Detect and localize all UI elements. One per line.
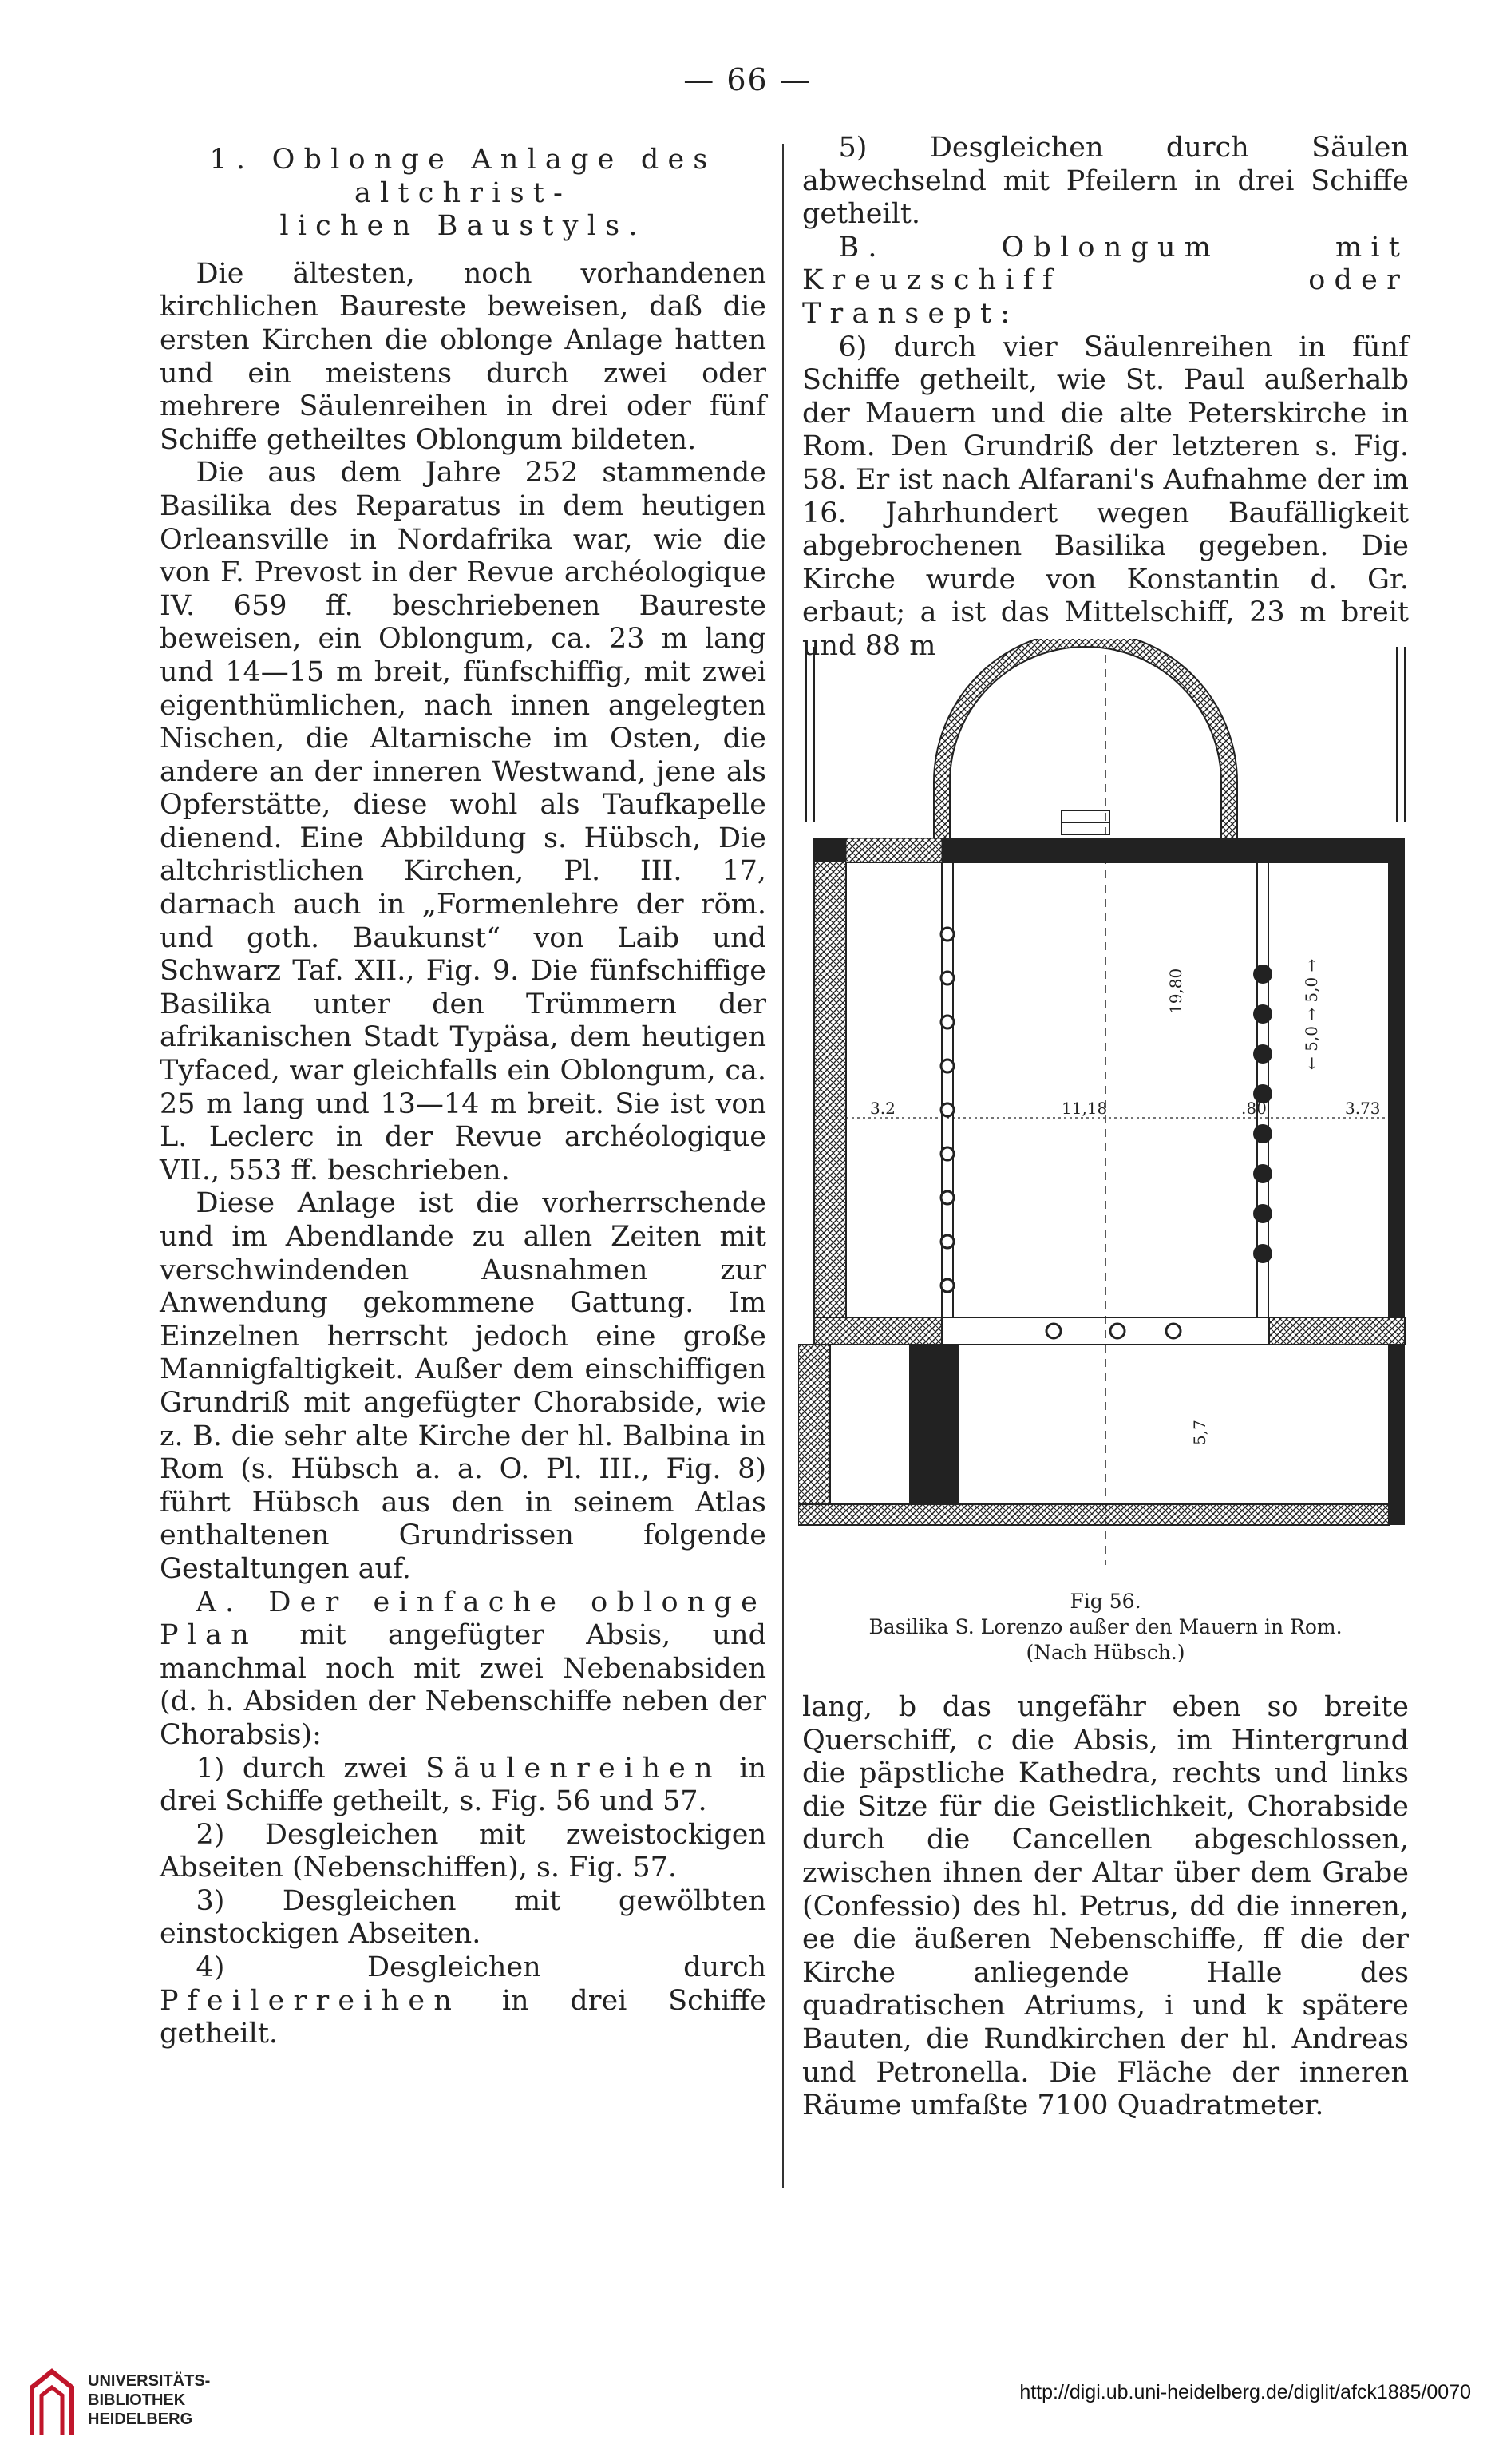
left-column — [160, 144, 766, 2051]
item-4-post: in drei Schiffe getheilt. — [160, 1984, 766, 2050]
apse — [934, 639, 1237, 838]
heading-line-1: 1. Oblonge Anlage des altchrist- — [209, 144, 717, 209]
nave-interior — [846, 862, 1389, 1317]
item-4-pre: 4) Desgleichen durch — [196, 1951, 766, 1984]
list-item-3: 3) Desgleichen mit gewölbten einstockigen Abseiten. — [160, 1884, 766, 1951]
figure-caption: Basilika S. Lorenzo außer den Mauern in Rom. — [868, 1615, 1343, 1638]
dim-left-aisle: 3.2 — [870, 1099, 896, 1118]
item-1-spaced: Säulenreihen — [425, 1752, 722, 1785]
lower-room — [958, 1345, 1389, 1504]
figure-source: (Nach Hübsch.) — [1026, 1641, 1185, 1664]
section-heading — [160, 144, 766, 244]
dim-nave-length: 19,80 — [1166, 968, 1185, 1014]
section-a — [160, 1587, 766, 1753]
paragraph-1: Die ältesten, noch vorhandenen kirchlichen Baureste beweisen, daß die ersten Kirchen die oblonge Anlage hatten und ein meistens durch zwei oder mehrere Säulenreihen in drei oder fünf Schiffe getheiltes Oblongum bildeten. — [160, 257, 766, 456]
column-divider — [782, 144, 784, 2188]
left-columns — [941, 928, 954, 1292]
list-item-6: 6) durch vier Säulenreihen in fünf Schiffe getheilt, wie St. Paul außerhalb der Mauern und die alte Peterskirche in Rom. Den Grundriß der letzteren s. Fig. 58. Er ist nach Alfarani's Aufnahme der im 16. Jahrhundert wegen Baufälligkeit abgebrochenen Basilika gegeben. Die Kirche wurde von Konstantin d. Gr. erbaut; a ist das Mittelschiff, 23 m breit und 88 m — [802, 331, 1409, 662]
item-4-spaced: Pfeilerreihen — [160, 1984, 461, 2017]
item-1-post: in drei Schiffe getheilt, s. Fig. 56 und 57. — [160, 1752, 766, 1818]
dim-bay: ← 5,0 → 5,0 → — [1302, 958, 1321, 1070]
dim-narthex: 5,7 — [1190, 1420, 1209, 1445]
right-column-top — [802, 132, 1409, 664]
paragraph-2: Die aus dem Jahre 252 stammende Basilika des Reparatus in dem heutigen Orleansville in Nordafrika war, wie die von F. Prevost in der Revue archéologique IV. 659 ff. beschriebenen Baureste beweisen, ein Oblongum, ca. 23 m lang und 14—15 m breit, fünfschiffig, mit zwei eigenthümlichen, nach innen angelegten Nischen, die Altarnische im Osten, die andere an der inneren Westwand, jene als Opferstätte, diese wohl als Taufkapelle dienend. Eine Abbildung s. Hübsch, Die altchristlichen Kirchen, Pl. III. 17, darnach auch in „Formenlehre der röm. und goth. Baukunst“ von Laib und Schwarz Taf. XII., Fig. 9. Die fünfschiffige Basilika unter den Trümmern der afrikanischen Stadt Typäsa, dem heutigen Tyfaced, war gleichfalls ein Oblongum, ca. 25 m lang und 13—14 m breit. Sie ist von L. Leclerc in der Revue archéologique VII., 553 ff. beschrieben. — [160, 457, 766, 1186]
dim-right-aisle: 3.73 — [1345, 1099, 1381, 1118]
section-a-label: A. Der einfache oblonge Plan — [160, 1586, 766, 1652]
lower-wall-left — [798, 1345, 830, 1525]
continuation-paragraph: lang, b das ungefähr eben so breite Querschiff, c die Absis, im Hintergrund die päpstliche Kathedra, rechts und links die Sitze für die Geistlichkeit, Chorabside durch die Cancellen abgeschlossen, zwischen ihnen der Altar über dem Grabe (Confessio) des hl. Petrus, dd die inneren, ee die äußeren Nebenschiffe, ff die der Kirche anliegende Halle des quadratischen Atriums, i und k spätere Bauten, die Rundkirchen der hl. Andreas und Petronella. Die Fläche der inneren Räume umfaßte 7100 Quadratmeter. — [802, 1691, 1409, 2122]
page-number: — 66 — — [683, 62, 812, 97]
floor-plan-figure — [798, 639, 1413, 1573]
library-logo — [24, 2363, 295, 2443]
list-item-2: 2) Desgleichen mit zweistockigen Abseiten (Nebenschiffen), s. Fig. 57. — [160, 1818, 766, 1884]
outer-wall-left — [814, 838, 846, 1317]
list-item-1 — [160, 1753, 766, 1819]
dim-column: .80 — [1241, 1099, 1267, 1118]
section-a-text: mit angefügter Absis, und manchmal noch mit zwei Nebenabsiden (d. h. Absiden der Nebenschiffe neben der Chorabsis): — [160, 1619, 766, 1751]
paragraph-3: Diese Anlage ist die vorherrschende und im Abendlande zu allen Zeiten mit verschwindenden Ausnahmen zur Anwendung gekommene Gattung. Im Einzelnen herrscht jedoch eine große Mannigfaltigkeit. Außer dem einschiffigen Grundriß mit angefügter Chorabside, wie z. B. die sehr alte Kirche der hl. Balbina in Rom (s. Hübsch a. a. O. Pl. III., Fig. 8) führt Hübsch aus den in seinem Atlas enthaltenen Grundrissen folgende Gestaltungen auf. — [160, 1187, 766, 1585]
source-url[interactable]: http://digi.ub.uni-heidelberg.de/diglit/afck1885/0070 — [1019, 2381, 1471, 2403]
list-item-5: 5) Desgleichen durch Säulen abwechselnd mit Pfeilern in drei Schiffe getheilt. — [802, 132, 1409, 231]
heading-line-2: lichen Baustyls. — [279, 210, 647, 243]
item-1-pre: 1) durch zwei — [196, 1752, 426, 1785]
right-column-bottom — [802, 1691, 1409, 2123]
outer-wall-right — [1389, 838, 1405, 1525]
list-item-4 — [160, 1951, 766, 2051]
library-logo-text: UNIVERSITÄTS- BIBLIOTHEK HEIDELBERG — [88, 2372, 211, 2428]
figure-number: Fig 56. — [1070, 1590, 1141, 1613]
library-logo-icon — [24, 2363, 80, 2443]
section-b: B. Oblongum mit Kreuzschiff oder Transept: — [802, 231, 1409, 330]
dim-nave-width: 11,18 — [1062, 1099, 1108, 1118]
